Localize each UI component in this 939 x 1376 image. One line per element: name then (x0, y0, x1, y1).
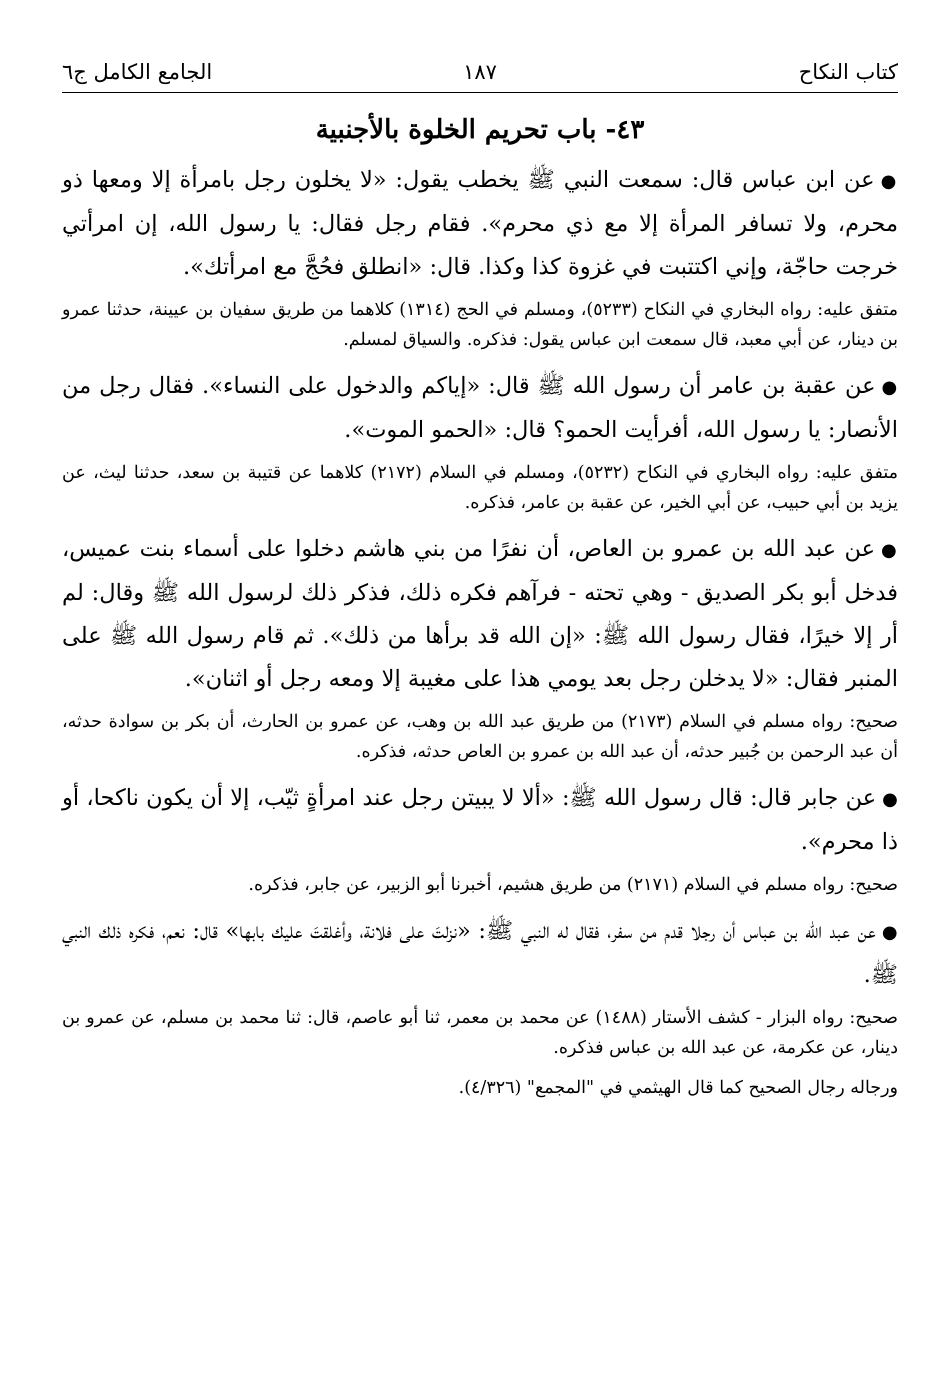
book-page (62, 48, 898, 1103)
bullet-icon: ● (881, 377, 898, 398)
hadith-2: عن عقبة بن عامر أن رسول الله ﷺ قال: «إياكم والدخول على النساء». فقال رجل من الأنصار: يا رسول الله، أفرأيت الحمو؟ قال: «الحمو الموت». (62, 373, 898, 443)
bullet-icon: ● (880, 171, 898, 192)
takhrij-4: صحيح: رواه مسلم في السلام (٢١٧١) من طريق هشيم، أخبرنا أبو الزبير، عن جابر، فذكره. (248, 875, 898, 895)
running-header (62, 48, 898, 93)
hadith-text (62, 528, 898, 701)
hadith-3: عن عبد الله بن عمرو بن العاص، أن نفرًا من بني هاشم دخلوا على أسماء بنت عميس، فدخل أبو بكر الصديق - وهي تحته - فرآهم فكره ذلك، فذكر ذلك لرسول الله ﷺ وقال: لم أر إلا خيرًا، فقال رسول الله ﷺ: «إن الله قد برأها من ذلك». ثم قام رسول الله ﷺ على المنبر فقال: «لا يدخلن رجل بعد يومي هذا على مغيبة إلا ومعه رجل أو اثنان». (62, 536, 898, 692)
takhrij-1: متفق عليه: رواه البخاري في النكاح (٥٢٣٣)، ومسلم في الحج (١٣١٤) كلاهما من طريق سفيان بن عيينة، حدثنا عمرو بن دينار، عن أبي معبد، قال سمعت ابن عباس يقول: فذكره. والسياق لمسلم. (62, 300, 899, 350)
bullet-icon: ● (881, 540, 898, 561)
hadith-text (62, 777, 898, 864)
hadith-4: عن جابر قال: قال رسول الله ﷺ: «ألا لا يبيتن رجل عند امرأةٍ ثيّب، إلا أن يكون ناكحا، أو ذا محرم». (62, 785, 898, 855)
takhrij-2: متفق عليه: رواه البخاري في النكاح (٥٢٣٢)، ومسلم في السلام (٢١٧٢) كلاهما عن قتيبة بن سعد، حدثنا ليث، عن يزيد بن أبي حبيب، عن أبي الخير، عن عقبة بن عامر، فذكره. (62, 463, 898, 513)
bullet-icon: ● (881, 922, 898, 943)
takhrij-5: صحيح: رواه البزار - كشف الأستار (١٤٨٨) عن محمد بن معمر، ثنا أبو عاصم، قال: ثنا محمد بن مسلم، عن عمرو بن دينار، عن عكرمة، عن عبد الله بن عباس فذكره. (62, 1008, 898, 1058)
hadith-text (62, 910, 898, 997)
section-title: ٤٣- باب تحريم الخلوة بالأجنبية (315, 115, 645, 145)
chapter-name: كتاب النكاح (798, 60, 898, 84)
hadith-1: عن ابن عباس قال: سمعت النبي ﷺ يخطب يقول: «لا يخلون رجل بامرأة إلا ومعها ذو محرم، ولا تسافر المرأة إلا مع ذي محرم». فقام رجل فقال: يا رسول الله، إن امرأتي خرجت حاجّة، وإني اكتتبت في غزوة كذا وكذا. قال: «انطلق فحُجَّ مع امرأتك». (62, 167, 898, 280)
final-note: ورجاله رجال الصحيح كما قال الهيثمي في "المجمع" (٤/٣٢٦). (458, 1078, 898, 1098)
book-title: الجامع الكامل ج٦ (62, 60, 213, 84)
hadith-text (62, 365, 898, 452)
bullet-icon: ● (882, 789, 898, 810)
page-number: ١٨٧ (463, 60, 497, 84)
takhrij-3: صحيح: رواه مسلم في السلام (٢١٧٣) من طريق عبد الله بن وهب، عن عمرو بن الحارث، أن بكر بن سوادة حدثه، أن عبد الرحمن بن جُبير حدثه، أن عبد الله بن عمرو بن العاص حدثه، فذكره. (62, 712, 898, 762)
hadith-5: عن عبد الله بن عباس أن رجلا قدم من سفر، فقال له النبي ﷺ: «نزلتَ على فلانة، وأغلقتَ عليك بابها» قال: نعم، فكره ذلك النبي ﷺ. (62, 918, 898, 988)
hadith-text (62, 159, 898, 289)
